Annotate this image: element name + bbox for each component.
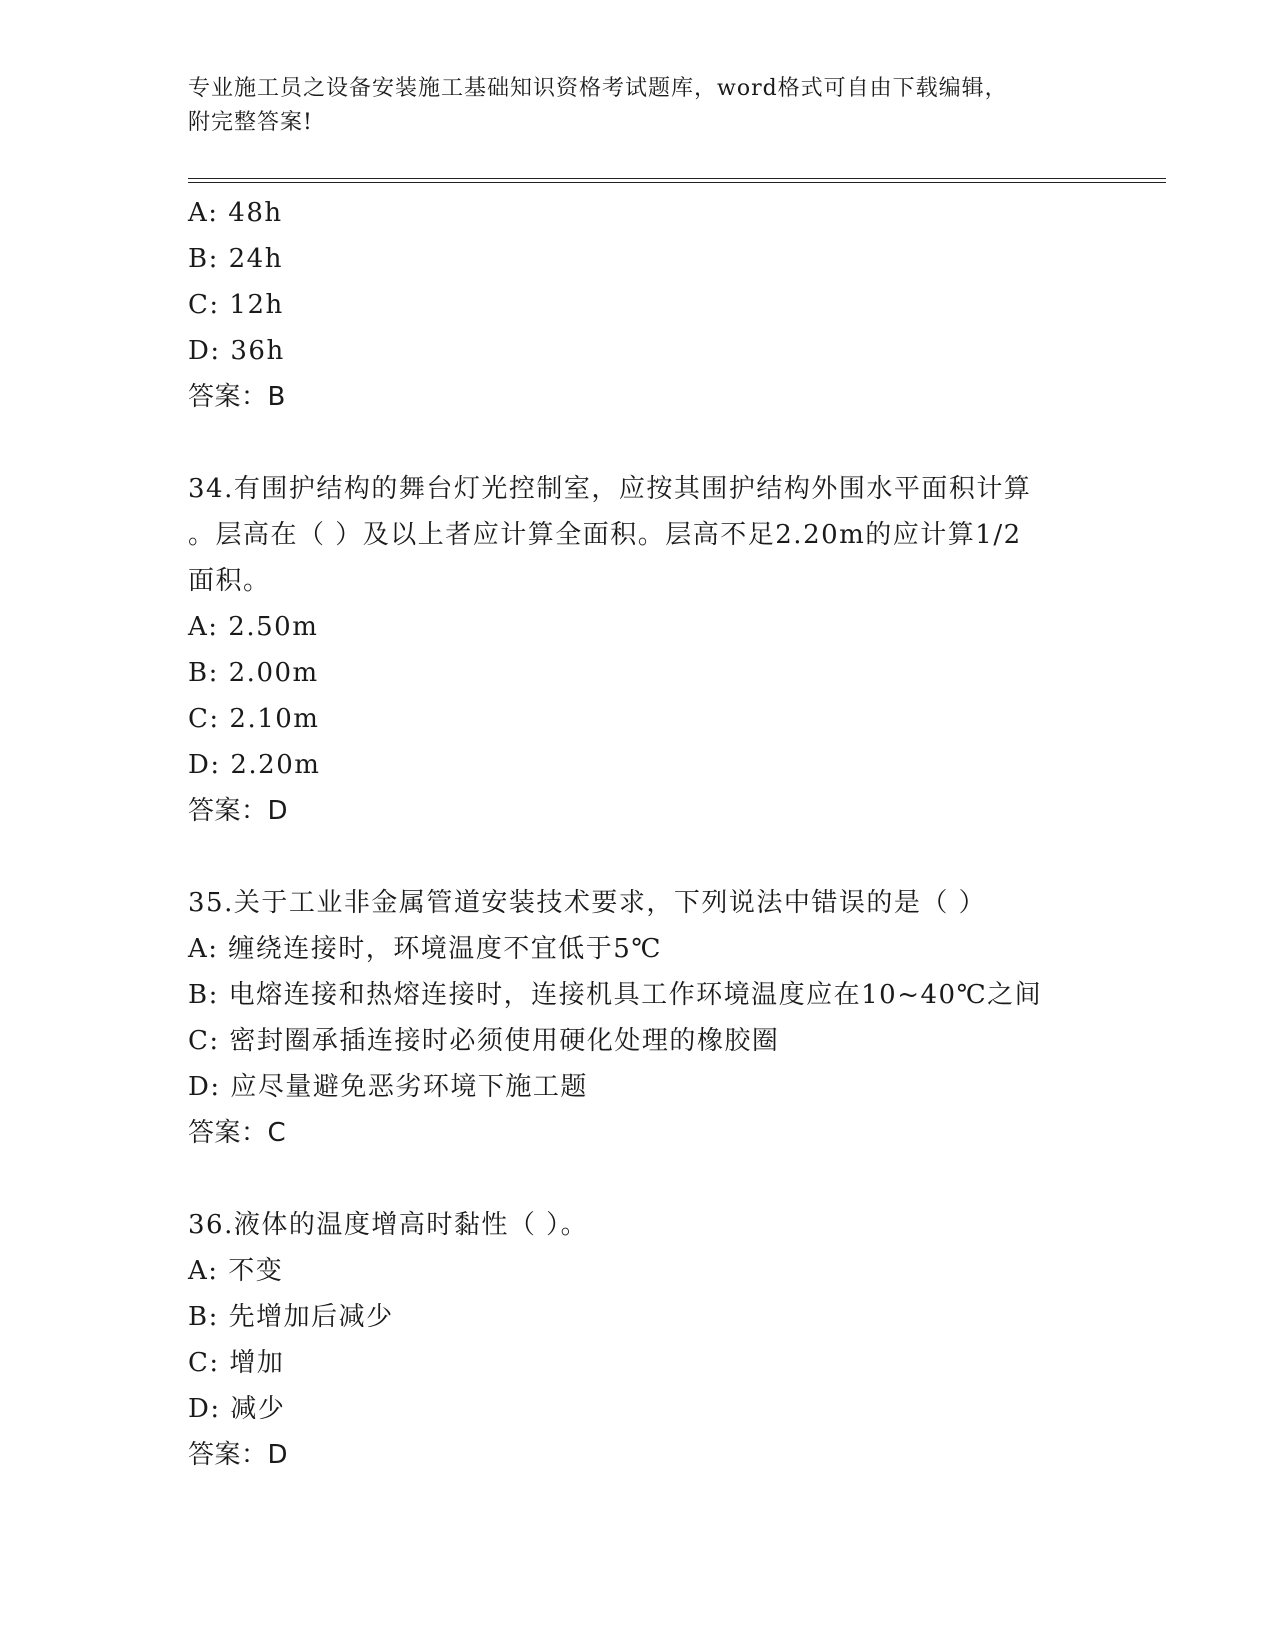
question-text-line: 36.液体的温度增高时黏性（ ）。 [188, 1210, 589, 1240]
option-a: A: 2.50m [188, 612, 319, 642]
question-text-line: 。层高在（ ）及以上者应计算全面积。层高不足2.20m的应计算1/2 [188, 520, 1022, 550]
question-34 [188, 466, 1088, 834]
option-b: B: 2.00m [188, 658, 319, 688]
option-a: A: 缠绕连接时，环境温度不宜低于5℃ [188, 934, 662, 964]
header-divider [188, 178, 1166, 183]
document-header [188, 72, 1068, 140]
question-text-line: 面积。 [188, 566, 271, 596]
option-b: B: 电熔连接和热熔连接时，连接机具工作环境温度应在10~40℃之间 [188, 980, 1043, 1010]
question-35 [188, 880, 1088, 1156]
option-a: A: 不变 [188, 1256, 284, 1286]
partial-question [188, 190, 1088, 420]
option-c: C: 12h [188, 290, 284, 320]
option-c: C: 密封圈承插连接时必须使用硬化处理的橡胶圈 [188, 1026, 780, 1056]
option-d: D: 2.20m [188, 750, 321, 780]
answer-line: 答案：D [188, 796, 289, 826]
answer-line: 答案：C [188, 1118, 287, 1148]
question-list [188, 190, 1088, 1478]
question-text [188, 880, 1068, 926]
question-text-line: 34.有围护结构的舞台灯光控制室，应按其围护结构外围水平面积计算 [188, 474, 1032, 504]
option-c: C: 2.10m [188, 704, 320, 734]
option-d: D: 应尽量避免恶劣环境下施工题 [188, 1072, 588, 1102]
option-a: A: 48h [188, 198, 283, 228]
answer-line: 答案：D [188, 1440, 289, 1470]
question-text [188, 466, 1068, 604]
question-text-line: 35.关于工业非金属管道安装技术要求，下列说法中错误的是（ ） [188, 888, 987, 918]
option-c: C: 增加 [188, 1348, 285, 1378]
option-d: D: 36h [188, 336, 285, 366]
option-d: D: 减少 [188, 1394, 286, 1424]
question-36 [188, 1202, 1088, 1478]
header-line-2: 附完整答案! [188, 110, 313, 135]
question-text [188, 1202, 1068, 1248]
header-line-1: 专业施工员之设备安装施工基础知识资格考试题库，word格式可自由下载编辑， [188, 76, 1008, 101]
option-b: B: 24h [188, 244, 283, 274]
option-b: B: 先增加后减少 [188, 1302, 394, 1332]
answer-line: 答案：B [188, 382, 286, 412]
